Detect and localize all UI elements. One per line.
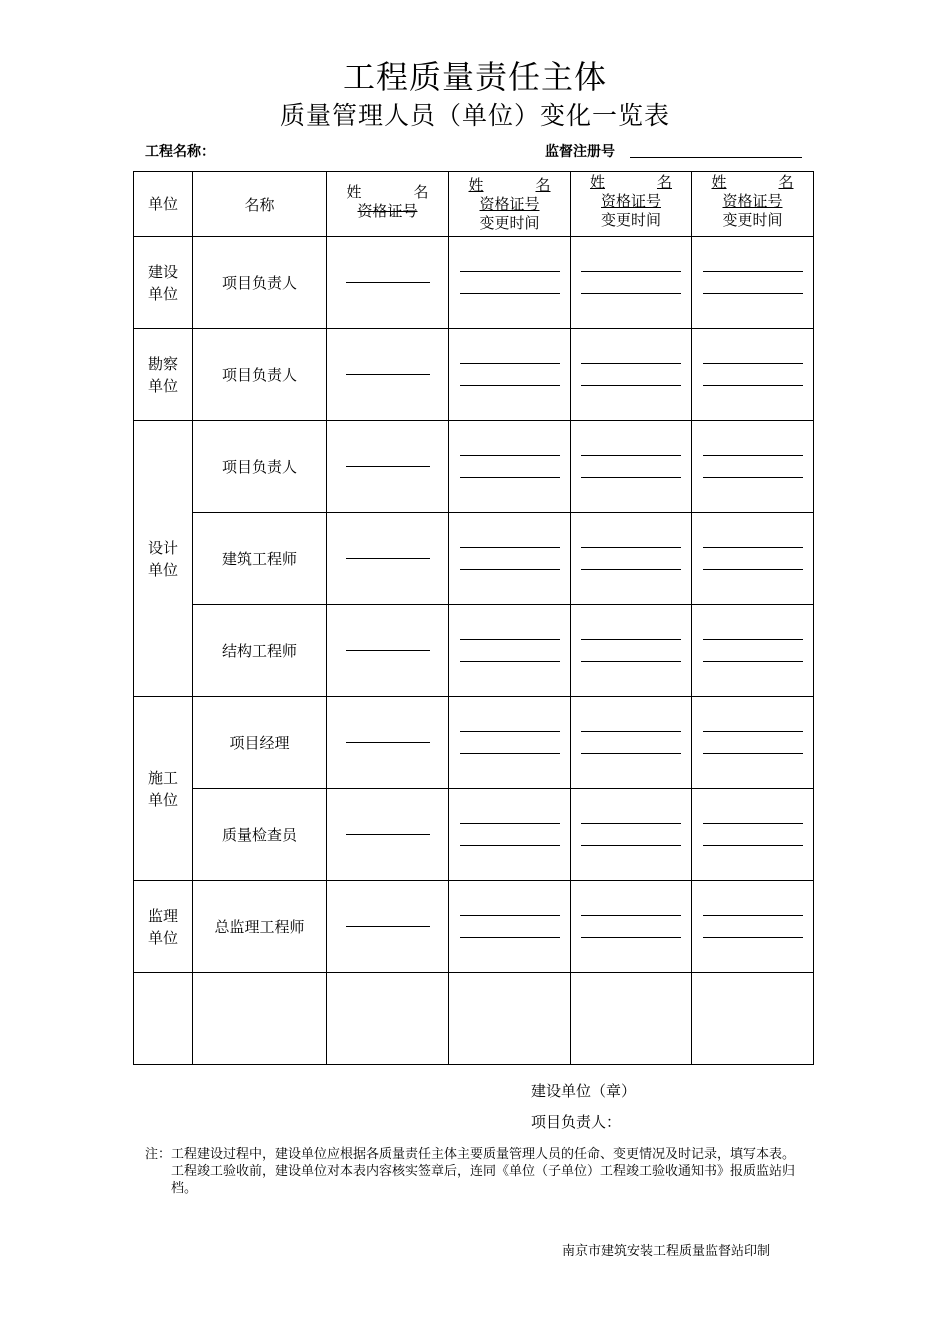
owner-stamp-label: 建设单位（章） <box>531 1082 637 1100</box>
table-row <box>134 605 814 697</box>
header-name: 名称 <box>193 172 327 237</box>
header-name-char-a: 姓 <box>346 183 362 201</box>
role-label: 项目负责人 <box>193 237 327 329</box>
change-blank[interactable] <box>449 789 571 881</box>
header-cert-label: 资格证号 <box>479 194 540 213</box>
original-person-blank[interactable] <box>327 237 449 329</box>
header-cert-label: 资格证号 <box>357 202 418 220</box>
role-label: 项目负责人 <box>193 421 327 513</box>
table-row <box>134 329 814 421</box>
change-blank[interactable] <box>692 789 814 881</box>
original-person-blank[interactable] <box>327 697 449 789</box>
responsible-person-label: 项目负责人： <box>531 1113 622 1131</box>
empty-cell[interactable] <box>193 973 327 1065</box>
empty-cell[interactable] <box>571 973 692 1065</box>
unit-design: 设计 单位 <box>134 421 193 697</box>
document-title: 工程质量责任主体 <box>342 58 607 96</box>
footnote-text: 注：工程建设过程中，建设单位应根据各质量责任主体主要质量管理人员的任命、变更情况及时记录，填写本表。工程竣工验收前，建设单位对本表内容核实签章后，连同《单位（子单位）工程竣工验收通知书》报质监站归档。 <box>145 1147 796 1196</box>
change-blank[interactable] <box>449 329 571 421</box>
original-person-blank[interactable] <box>327 881 449 973</box>
table-row <box>134 513 814 605</box>
change-blank[interactable] <box>692 697 814 789</box>
role-label: 总监理工程师 <box>193 881 327 973</box>
table-row <box>134 697 814 789</box>
role-label: 结构工程师 <box>193 605 327 697</box>
empty-cell[interactable] <box>327 973 449 1065</box>
table-row <box>134 421 814 513</box>
change-blank[interactable] <box>571 697 692 789</box>
original-person-blank[interactable] <box>327 421 449 513</box>
change-blank[interactable] <box>449 237 571 329</box>
change-blank[interactable] <box>571 513 692 605</box>
original-person-blank[interactable] <box>327 605 449 697</box>
empty-cell[interactable] <box>449 973 571 1065</box>
change-blank[interactable] <box>449 697 571 789</box>
change-blank[interactable] <box>692 329 814 421</box>
role-label: 质量检查员 <box>193 789 327 881</box>
change-blank[interactable] <box>571 789 692 881</box>
unit-survey: 勘察 单位 <box>134 329 193 421</box>
header-unit: 单位 <box>134 172 193 237</box>
change-blank[interactable] <box>449 881 571 973</box>
change-blank[interactable] <box>692 421 814 513</box>
header-change-time-label: 变更时间 <box>479 213 540 232</box>
header-name-char-a: 姓 <box>590 172 606 191</box>
header-name-char-a: 姓 <box>711 172 727 191</box>
role-label: 项目负责人 <box>193 329 327 421</box>
change-blank[interactable] <box>692 237 814 329</box>
change-blank[interactable] <box>449 513 571 605</box>
header-change-1 <box>449 172 571 237</box>
header-cert-label: 资格证号 <box>600 191 661 210</box>
unit-supervisor: 监理 单位 <box>134 881 193 973</box>
header-change-time-label: 变更时间 <box>600 210 661 229</box>
original-person-blank[interactable] <box>327 789 449 881</box>
header-name-char-b: 名 <box>535 175 551 194</box>
project-name-label: 工程名称： <box>145 144 215 160</box>
registration-number-label: 监督注册号 <box>545 144 615 160</box>
change-blank[interactable] <box>449 421 571 513</box>
change-blank[interactable] <box>692 513 814 605</box>
header-cert-label: 资格证号 <box>722 191 783 210</box>
footnote <box>145 1146 805 1197</box>
document-subtitle: 质量管理人员（单位）变化一览表 <box>279 101 670 130</box>
original-person-blank[interactable] <box>327 329 449 421</box>
change-blank[interactable] <box>571 881 692 973</box>
table-row <box>134 237 814 329</box>
table-row <box>134 881 814 973</box>
unit-contractor: 施工 单位 <box>134 697 193 881</box>
empty-cell[interactable] <box>692 973 814 1065</box>
original-person-blank[interactable] <box>327 513 449 605</box>
unit-construction-owner: 建设 单位 <box>134 237 193 329</box>
change-blank[interactable] <box>692 605 814 697</box>
printer-credit: 南京市建筑安装工程质量监督站印制 <box>562 1244 771 1259</box>
table-row <box>134 789 814 881</box>
role-label: 建筑工程师 <box>193 513 327 605</box>
change-blank[interactable] <box>571 329 692 421</box>
header-change-3 <box>692 172 814 237</box>
header-original-person <box>327 172 449 237</box>
change-blank[interactable] <box>449 605 571 697</box>
change-blank[interactable] <box>571 605 692 697</box>
personnel-change-table <box>133 171 814 1065</box>
header-change-time-label: 变更时间 <box>722 210 783 229</box>
empty-table-row <box>134 973 814 1065</box>
table-header-row <box>134 172 814 237</box>
change-blank[interactable] <box>692 881 814 973</box>
registration-number-field[interactable] <box>630 157 802 158</box>
change-blank[interactable] <box>571 421 692 513</box>
header-change-2 <box>571 172 692 237</box>
header-name-char-b: 名 <box>656 172 672 191</box>
change-blank[interactable] <box>571 237 692 329</box>
empty-cell[interactable] <box>134 973 193 1065</box>
header-name-char-a: 姓 <box>468 175 484 194</box>
header-name-char-b: 名 <box>778 172 794 191</box>
role-label: 项目经理 <box>193 697 327 789</box>
header-name-char-b: 名 <box>413 183 429 201</box>
